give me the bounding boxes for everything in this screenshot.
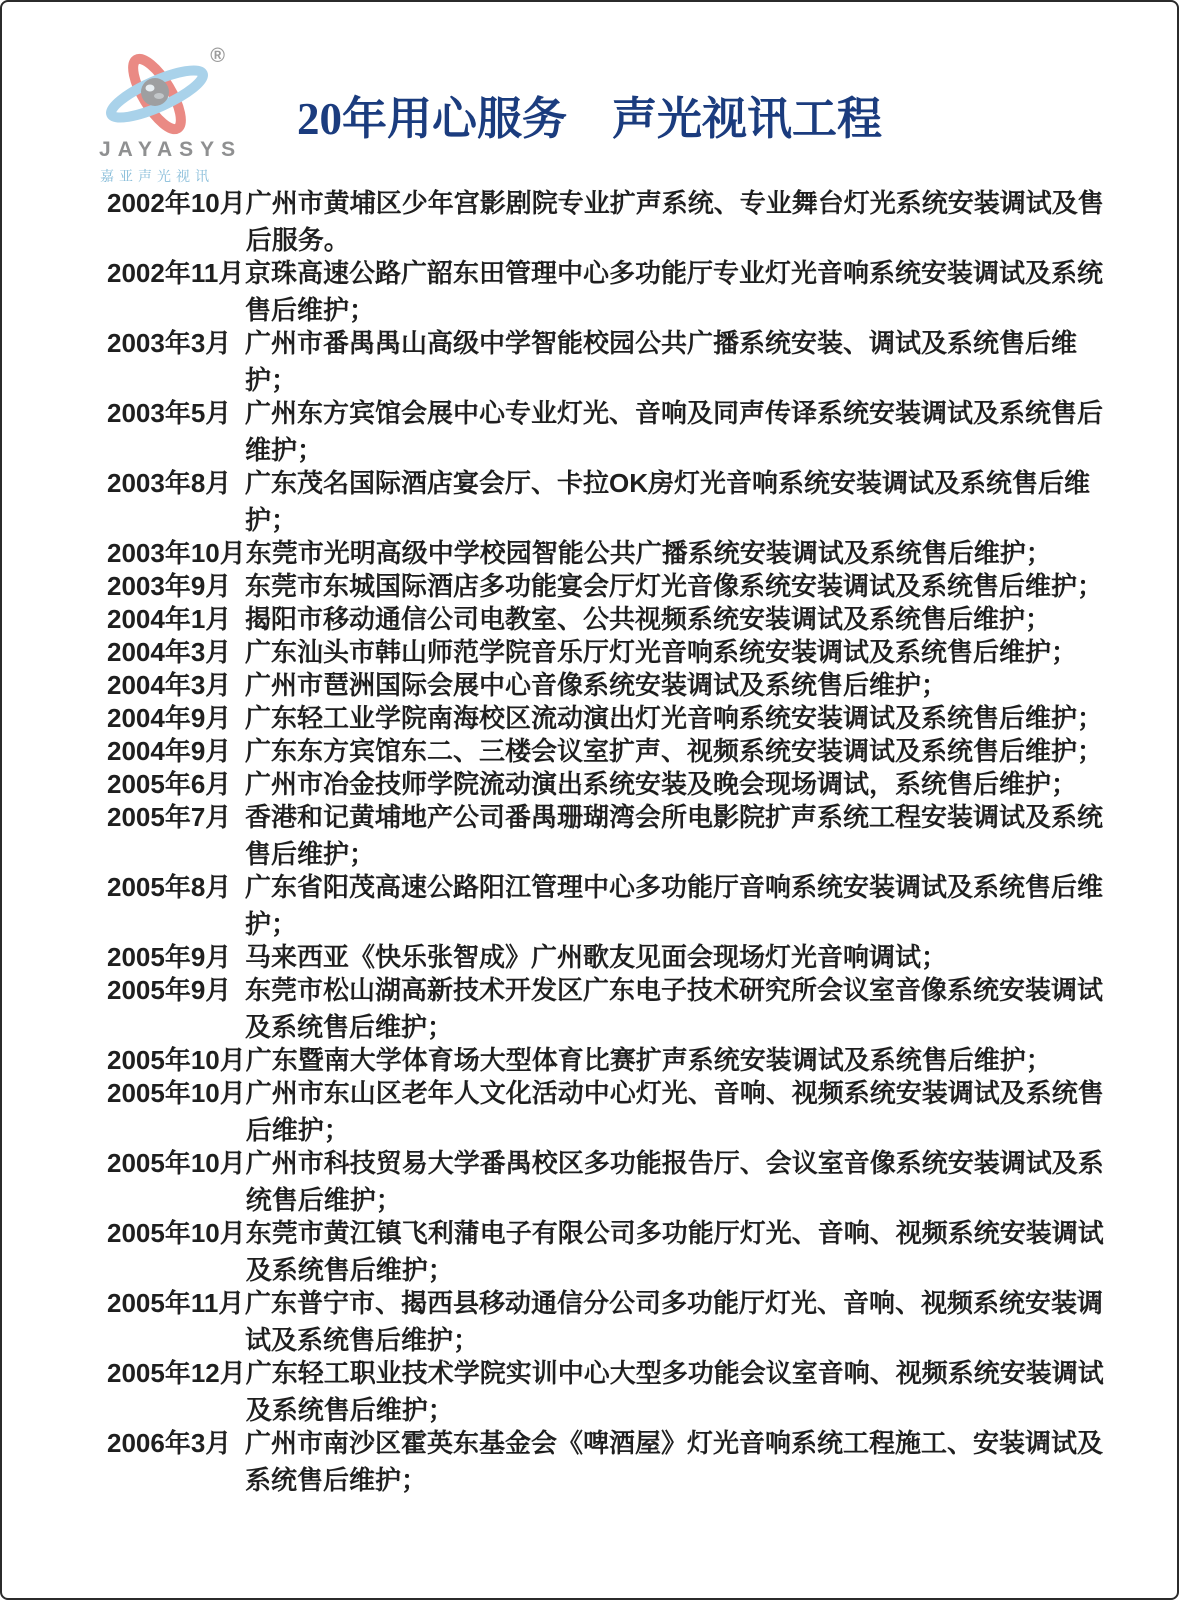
entry-date: 2002年11月 — [107, 258, 245, 288]
timeline-entry — [107, 1355, 1105, 1429]
entry-text: 广东茂名国际酒店宴会厅、卡拉OK房灯光音响系统安装调试及系统售后维护； — [245, 468, 1091, 535]
entry-date: 2003年3月 — [107, 328, 232, 358]
timeline-entry — [107, 255, 1105, 329]
entry-date: 2005年10月 — [107, 1078, 246, 1108]
entry-text: 广州市冶金技师学院流动演出系统安装及晚会现场调试，系统售后维护； — [245, 769, 1078, 799]
timeline-entry — [107, 601, 1105, 638]
entry-date: 2005年11月 — [107, 1288, 245, 1318]
timeline-entry — [107, 733, 1105, 770]
entry-date: 2004年3月 — [107, 670, 232, 700]
entry-date: 2004年3月 — [107, 637, 232, 667]
timeline-entry — [107, 1215, 1105, 1289]
entry-text: 广州市南沙区霍英东基金会《啤酒屋》灯光音响系统工程施工、安装调试及系统售后维护； — [245, 1428, 1104, 1495]
entry-date: 2005年7月 — [107, 802, 232, 832]
timeline-entry — [107, 535, 1105, 572]
entry-date: 2004年1月 — [107, 604, 232, 634]
entry-date: 2005年8月 — [107, 872, 232, 902]
entry-text: 广州市黄埔区少年宫影剧院专业扩声系统、专业舞台灯光系统安装调试及售后服务。 — [245, 188, 1104, 255]
entry-text: 广东普宁市、揭西县移动通信分公司多功能厅灯光、音响、视频系统安装调试及系统售后维护； — [245, 1288, 1104, 1355]
entry-text: 广州市琶洲国际会展中心音像系统安装调试及系统售后维护； — [245, 670, 948, 700]
entry-text: 香港和记黄埔地产公司番禺珊瑚湾会所电影院扩声系统工程安装调试及系统售后维护； — [245, 802, 1104, 869]
entry-text: 广州市东山区老年人文化活动中心灯光、音响、视频系统安装调试及系统售后维护； — [245, 1078, 1104, 1145]
entry-text: 广东暨南大学体育场大型体育比赛扩声系统安装调试及系统售后维护； — [245, 1045, 1052, 1075]
entry-text: 广州市番禺禺山高级中学智能校园公共广播系统安装、调试及系统售后维护； — [245, 328, 1078, 395]
timeline-entry — [107, 939, 1105, 976]
timeline-entry — [107, 667, 1105, 704]
timeline-entry — [107, 395, 1105, 469]
entry-date: 2005年9月 — [107, 975, 232, 1005]
entry-text: 揭阳市移动通信公司电教室、公共视频系统安装调试及系统售后维护； — [245, 604, 1052, 634]
entry-date: 2003年10月 — [107, 538, 246, 568]
entry-date: 2004年9月 — [107, 736, 232, 766]
entry-date: 2006年3月 — [107, 1428, 232, 1458]
entry-date: 2005年10月 — [107, 1045, 246, 1075]
entry-date: 2003年8月 — [107, 468, 232, 498]
entry-date: 2005年6月 — [107, 769, 232, 799]
entry-text: 东莞市松山湖高新技术开发区广东电子技术研究所会议室音像系统安装调试及系统售后维护； — [245, 975, 1104, 1042]
entry-date: 2003年5月 — [107, 398, 232, 428]
timeline-entry — [107, 1145, 1105, 1219]
timeline-entry — [107, 1425, 1105, 1499]
entry-text: 东莞市东城国际酒店多功能宴会厅灯光音像系统安装调试及系统售后维护； — [245, 571, 1104, 601]
timeline-entry — [107, 185, 1105, 259]
timeline-entry — [107, 568, 1105, 605]
entry-date: 2005年12月 — [107, 1358, 246, 1388]
entry-text: 京珠高速公路广韶东田管理中心多功能厅专业灯光音响系统安装调试及系统售后维护； — [245, 258, 1104, 325]
timeline-entry — [107, 766, 1105, 803]
timeline-entry — [107, 465, 1105, 539]
entry-text: 东莞市黄江镇飞利蒲电子有限公司多功能厅灯光、音响、视频系统安装调试及系统售后维护； — [245, 1218, 1104, 1285]
entry-text: 东莞市光明高级中学校园智能公共广播系统安装调试及系统售后维护； — [245, 538, 1052, 568]
registered-trademark-icon: ® — [210, 45, 225, 67]
entry-date: 2003年9月 — [107, 571, 232, 601]
entry-date: 2005年10月 — [107, 1148, 246, 1178]
brand-name: JAYASYS — [99, 138, 243, 161]
entry-text: 广东省阳茂高速公路阳江管理中心多功能厅音响系统安装调试及系统售后维护； — [245, 872, 1104, 939]
entry-text: 广州市科技贸易大学番禺校区多功能报告厅、会议室音像系统安装调试及系统售后维护； — [245, 1148, 1104, 1215]
entry-text: 广州东方宾馆会展中心专业灯光、音响及同声传译系统安装调试及系统售后维护； — [245, 398, 1104, 465]
timeline-entry — [107, 634, 1105, 671]
entry-text: 广东汕头市韩山师范学院音乐厅灯光音响系统安装调试及系统售后维护； — [245, 637, 1078, 667]
entry-date: 2005年10月 — [107, 1218, 246, 1248]
timeline-entry — [107, 325, 1105, 399]
timeline-entry — [107, 799, 1105, 873]
timeline-entry — [107, 700, 1105, 737]
brand-subtitle: 嘉亚声光视讯 — [100, 168, 214, 184]
entry-text: 马来西亚《快乐张智成》广州歌友见面会现场灯光音响调试； — [245, 942, 948, 972]
timeline-entry — [107, 1075, 1105, 1149]
timeline-entry — [107, 1042, 1105, 1079]
project-history-list — [107, 185, 1105, 1495]
timeline-entry — [107, 1285, 1105, 1359]
entry-date: 2005年9月 — [107, 942, 232, 972]
entry-date: 2002年10月 — [107, 188, 246, 218]
timeline-entry — [107, 869, 1105, 943]
entry-text: 广东轻工职业技术学院实训中心大型多功能会议室音响、视频系统安装调试及系统售后维护； — [245, 1358, 1104, 1425]
entry-text: 广东东方宾馆东二、三楼会议室扩声、视频系统安装调试及系统售后维护； — [245, 736, 1104, 766]
page-title: 20年用心服务 声光视讯工程 — [296, 94, 882, 144]
entry-date: 2004年9月 — [107, 703, 232, 733]
entry-text: 广东轻工业学院南海校区流动演出灯光音响系统安装调试及系统售后维护； — [245, 703, 1104, 733]
timeline-entry — [107, 972, 1105, 1046]
